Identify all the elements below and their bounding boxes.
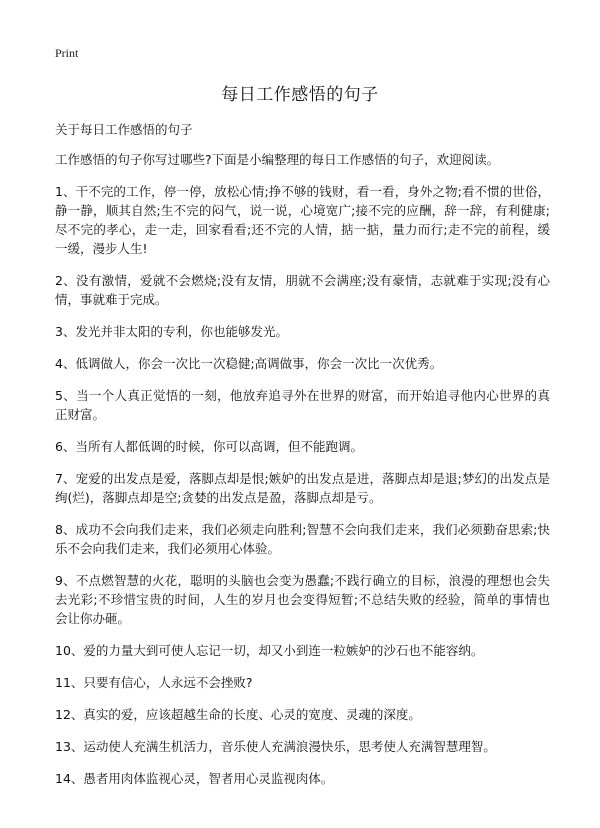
list-item: 4、低调做人，你会一次比一次稳健;高调做事，你会一次比一次优秀。 xyxy=(55,356,443,371)
list-item: 9、不点燃智慧的火花，聪明的头脑也会变为愚蠢;不践行确立的目标，浪漫的理想也会失去光彩;不珍惜宝贵的时间，人生的岁月也会变得短暂;不总结失败的经验，简单的事情也会让你办砸。 xyxy=(55,573,550,626)
list-item: 3、发光并非太阳的专利，你也能够发光。 xyxy=(55,324,288,339)
list-item: 5、当一个人真正觉悟的一刻，他放弃追寻外在世界的财富，而开始追寻他内心世界的真正财富。 xyxy=(55,388,550,422)
list-item: 11、只要有信心，人永远不会挫败? xyxy=(55,675,253,690)
list-item: 10、爱的力量大到可使人忘记一切，却又小到连一粒嫉妒的沙石也不能容纳。 xyxy=(55,643,484,658)
page-subtitle: 关于每日工作感悟的句子 xyxy=(55,122,193,137)
print-link[interactable]: Print xyxy=(55,46,79,60)
article-body xyxy=(55,150,550,801)
list-item: 12、真实的爱，应该超越生命的长度、心灵的宽度、灵魂的深度。 xyxy=(55,707,421,722)
list-item: 2、没有激情，爱就不会燃烧;没有友情，朋就不会满座;没有豪情，志就难于实现;没有心情，事就难于完成。 xyxy=(55,273,550,307)
list-item: 7、宠爱的出发点是爱，落脚点却是恨;嫉妒的出发点是进，落脚点却是退;梦幻的出发点是绚(烂)，落脚点却是空;贪婪的出发点是盈，落脚点却是亏。 xyxy=(55,471,550,505)
list-item: 8、成功不会向我们走来，我们必须走向胜利;智慧不会向我们走来，我们必须勤奋思索;快乐不会向我们走来，我们必须用心体验。 xyxy=(55,522,550,556)
intro-paragraph: 工作感悟的句子你写过哪些?下面是小编整理的每日工作感悟的句子，欢迎阅读。 xyxy=(55,152,500,167)
list-item: 1、干不完的工作，停一停，放松心情;挣不够的钱财，看一看，身外之物;看不惯的世俗，静一静，顺其自然;生不完的闷气，说一说，心境宽广;接不完的应酬，辞一辞，有利健康;尽不完的孝心，走一走，回家看看;还不完的人情，掂一掂，量力而行;走不完的前程，缓一缓，漫步人生! xyxy=(55,184,550,256)
list-item: 6、当所有人都低调的时候，你可以高调，但不能跑调。 xyxy=(55,439,363,454)
list-item: 13、运动使人充满生机活力，音乐使人充满浪漫快乐，思考使人充满智慧理智。 xyxy=(55,739,496,754)
list-item: 14、愚者用肉体监视心灵，智者用心灵监视肉体。 xyxy=(55,771,334,786)
page-title: 每日工作感悟的句子 xyxy=(221,85,379,105)
